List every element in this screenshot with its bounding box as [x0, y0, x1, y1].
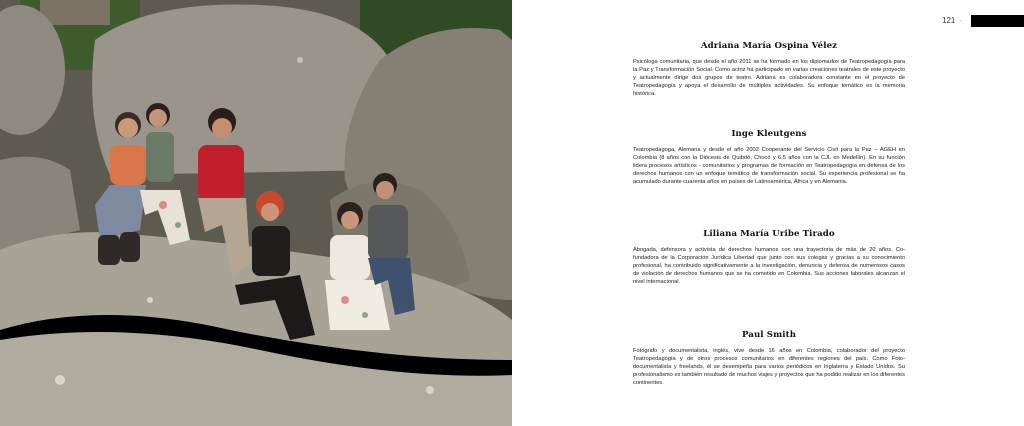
bio-text: Abogada, defensora y activista de derechos humanos con una trayectoria de más de 20 años. Co-fundadora de la Corporación Jurídica Libertad que junto con sus colegas y gracias a su conocimiento profesional, ha contribuido significativamente a la investigación, denuncia y defensa de numerosos casos de violación de derechos humanos que se ha cometido en Colombia. Sus acciones laborales alcanzan el nivel internacional. — [633, 247, 905, 285]
bio-name: Adriana María Ospina Vélez — [700, 41, 838, 51]
bio-section — [633, 229, 905, 287]
page-tab-marker — [971, 15, 1024, 27]
text-page — [512, 0, 1024, 426]
bio-section — [633, 330, 905, 388]
bio-section — [633, 129, 905, 187]
page-number: 121 — [942, 16, 956, 25]
bio-text: Fotógrafo y documentalista, inglés, vive desde 16 años en Colombia, colaborador del proyecto Teatropedagogía y de otros procesos comunitarios en diferentes regiones del país. Como Foto- documentalista y freelands, él se desempeña para varios periódicos en Inglaterra y Estado Unidos. Su profesionalismo es también resultado de muchos viajes y proyectos que ha podido realizar en los diferentes continentes. — [633, 348, 905, 386]
bio-section — [633, 41, 905, 99]
bio-text: Teatropedagoga, Alemana y desde el año 2002 Cooperante del Servicio Civil para la Paz – AGEH en Colombia (8 años con la Diócesis de Quibdó, Chocó y 6,5 años con la CJL en Medellín). En su función lidera procesos artísticos - comunitarios y programas de formación en Teatropedagogía en defensa de los derechos humanos con un enfoque temático de transformación social. Su experiencia profesional se ha acumulado durante cuarenta años en países de Latinoamérica, África y en Alemania. — [633, 147, 905, 185]
bio-name: Inge Kleutgens — [731, 129, 807, 139]
bio-name: Liliana María Uribe Tirado — [703, 229, 835, 239]
bio-text: Psicóloga comunitaria, que desde el año 2011 se ha formado en los diplomados de Teatropedagogía para la Paz y Transformación Social. Como actriz ha participado en varias creaciones teatrales de este proyecto y actualmente dirige dos grupos de teatro. Adriana es colaboradora constante en el proyecto de Teatropedagogía y apoya el desarrollo de múltiples actividades. Su enfoque temático es la memoria histórica. — [633, 59, 905, 97]
page-number-separator: · — [959, 16, 962, 25]
bio-name: Paul Smith — [741, 330, 797, 340]
